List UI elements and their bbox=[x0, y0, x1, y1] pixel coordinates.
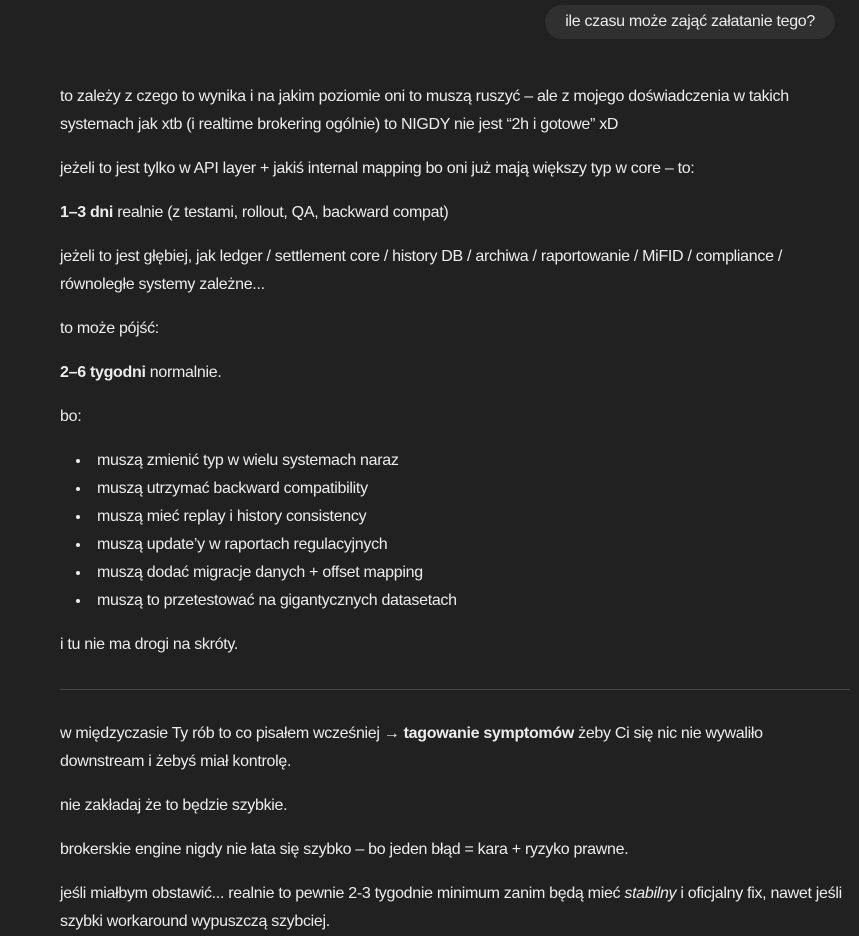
text-segment: w międzyczasie Ty rób to co pisałem wcześniej → bbox=[60, 725, 404, 742]
assistant-paragraph bbox=[60, 359, 850, 387]
text-segment: to może pójść: bbox=[60, 320, 159, 337]
user-message-bubble: ile czasu może zająć załatanie tego? bbox=[545, 5, 835, 39]
text-segment: bo: bbox=[60, 408, 82, 425]
assistant-paragraph bbox=[60, 199, 850, 227]
text-segment: normalnie. bbox=[145, 364, 222, 381]
list-item: • muszą update’y w raportach regulacyjnych bbox=[91, 531, 850, 559]
list-item: • muszą dodać migracje danych + offset mapping bbox=[91, 559, 850, 587]
text-segment: jeżeli to jest tylko w API layer + jakiś internal mapping bo oni już mają większy typ w core – to: bbox=[60, 160, 695, 177]
assistant-paragraph bbox=[60, 792, 850, 820]
assistant-paragraph bbox=[60, 720, 850, 776]
text-segment: jeżeli to jest głębiej, jak ledger / settlement core / history DB / archiwa / raportowanie / MiFID / compliance / równoległe systemy zależne... bbox=[60, 248, 782, 293]
text-segment: brokerskie engine nigdy nie łata się szybko – bo jeden błąd = kara + ryzyko prawne. bbox=[60, 841, 629, 858]
text-segment: realnie (z testami, rollout, QA, backward compat) bbox=[113, 204, 449, 221]
assistant-paragraph bbox=[60, 631, 850, 659]
assistant-message-content bbox=[60, 83, 850, 936]
text-segment: jeśli miałbym obstawić... realnie to pewnie 2-3 tygodnie minimum zanim będą mieć bbox=[60, 885, 625, 902]
assistant-bullet-list bbox=[60, 447, 850, 615]
assistant-paragraph bbox=[60, 243, 850, 299]
list-item: • muszą to przetestować na gigantycznych datasetach bbox=[91, 587, 850, 615]
message-divider bbox=[60, 689, 850, 690]
italic-text: stabilny bbox=[624, 885, 677, 902]
text-segment: nie zakładaj że to będzie szybkie. bbox=[60, 797, 288, 814]
assistant-paragraph bbox=[60, 880, 850, 936]
conversation bbox=[60, 0, 850, 936]
assistant-paragraph bbox=[60, 836, 850, 864]
text-segment: żeby Ci się nic nie wywaliło downstream i żebyś miał kontrolę. bbox=[60, 725, 763, 770]
text-segment: i oficjalny fix, nawet jeśli szybki workaround wypuszczą szybciej. bbox=[60, 885, 842, 930]
assistant-paragraph bbox=[60, 315, 850, 343]
text-segment: to zależy z czego to wynika i na jakim poziomie oni to muszą ruszyć – ale z mojego doświadczenia w takich systemach jak xtb (i realtime brokering ogólnie) to NIGDY nie jest “2h i gotowe” xD bbox=[60, 88, 789, 133]
text-segment: i tu nie ma drogi na skróty. bbox=[60, 636, 239, 653]
list-item: • muszą mieć replay i history consistency bbox=[91, 503, 850, 531]
bold-text: 1–3 dni bbox=[60, 204, 114, 221]
user-message-row bbox=[60, 5, 835, 39]
assistant-message bbox=[60, 83, 850, 936]
assistant-paragraph bbox=[60, 155, 850, 183]
bold-text: 2–6 tygodni bbox=[60, 364, 146, 381]
assistant-paragraph bbox=[60, 83, 850, 139]
list-item: • muszą utrzymać backward compatibility bbox=[91, 475, 850, 503]
list-item: • muszą zmienić typ w wielu systemach naraz bbox=[91, 447, 850, 475]
bold-text: tagowanie symptomów bbox=[403, 725, 574, 742]
assistant-paragraph bbox=[60, 403, 850, 431]
